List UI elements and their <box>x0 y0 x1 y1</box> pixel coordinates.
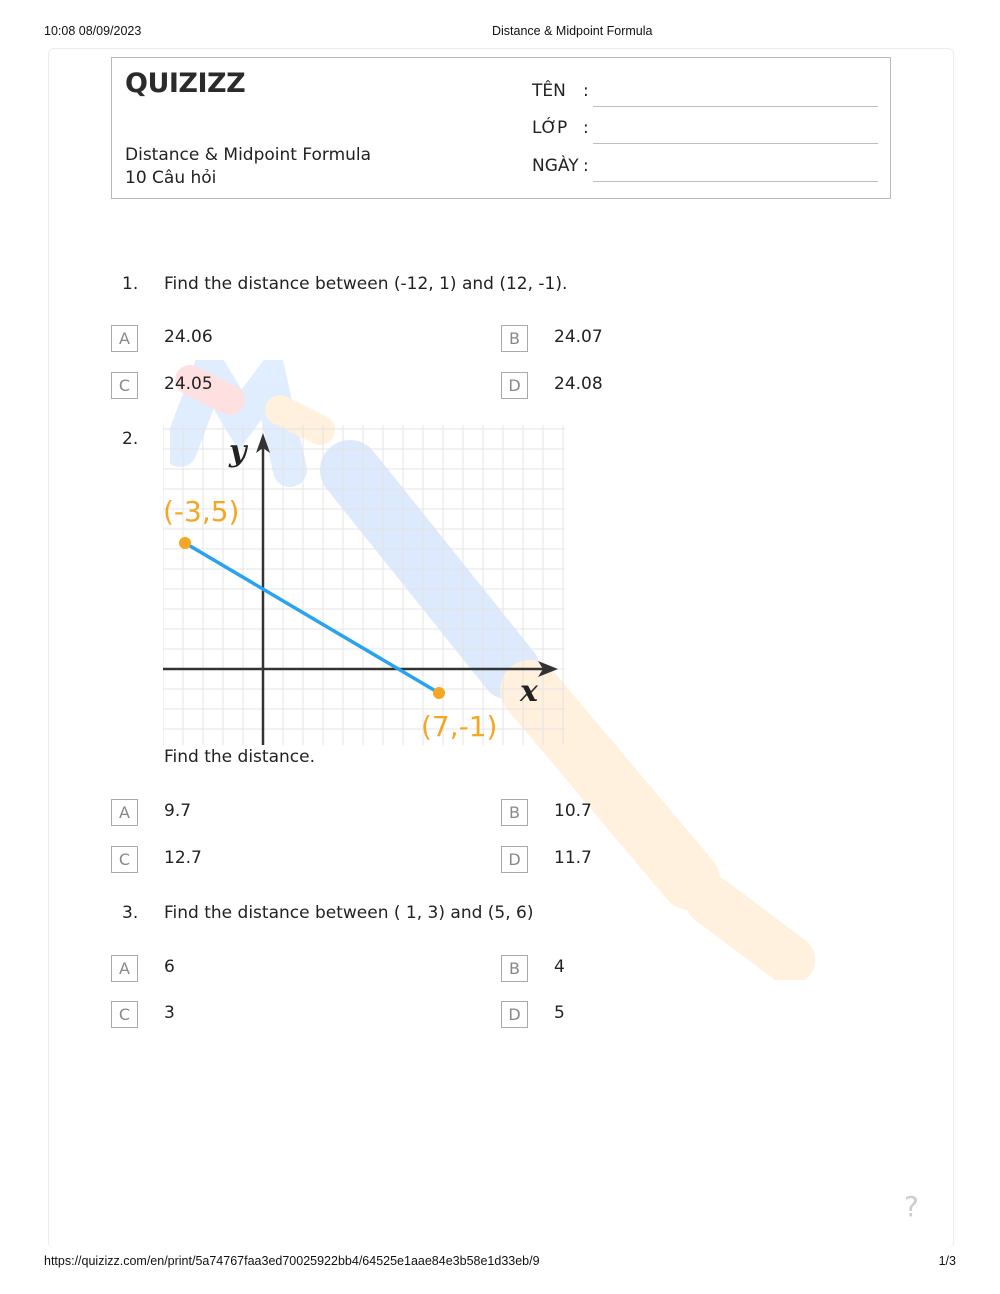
q1-option-d-letter: D <box>501 372 528 399</box>
date-field <box>532 156 878 182</box>
date-label: NGÀY <box>532 156 579 176</box>
print-doc-title: Distance & Midpoint Formula <box>492 24 653 38</box>
q1-option-a-letter: A <box>111 325 138 352</box>
name-label: TÊN <box>532 81 566 101</box>
q1-option-c-letter: C <box>111 372 138 399</box>
q2-option-b-letter: B <box>501 799 528 826</box>
print-page-number: 1/3 <box>938 1254 956 1268</box>
q2-option-b-text: 10.7 <box>554 801 592 821</box>
q1-option-d-text: 24.08 <box>554 374 603 394</box>
q2-option-d-letter: D <box>501 846 528 873</box>
graph-grid <box>163 425 565 745</box>
print-footer <box>44 1254 956 1270</box>
q1-option-a-text: 24.06 <box>164 327 213 347</box>
question-count: 10 Câu hỏi <box>125 168 217 188</box>
print-url: https://quizizz.com/en/print/5a74767faa3ed70025922bb4/64525e1aae84e3b58e1d33eb/9 <box>44 1254 540 1268</box>
q3-option-d-text: 5 <box>554 1003 565 1023</box>
q3-option-c-letter: C <box>111 1001 138 1028</box>
q2-option-c-letter: C <box>111 846 138 873</box>
quiz-title: Distance & Midpoint Formula <box>125 145 372 165</box>
q3-option-d-letter: D <box>501 1001 528 1028</box>
x-axis-label: x <box>520 674 538 709</box>
question-2-number: 2. <box>122 429 139 449</box>
q2-option-a-text: 9.7 <box>164 801 192 821</box>
name-colon: : <box>583 81 589 101</box>
class-field <box>532 118 878 144</box>
print-header <box>44 24 956 40</box>
q3-option-a-text: 6 <box>164 957 175 977</box>
quizizz-logo: QUIZIZZ <box>125 68 246 99</box>
name-field <box>532 81 878 107</box>
q3-option-a-letter: A <box>111 955 138 982</box>
q3-option-b-letter: B <box>501 955 528 982</box>
question-3-number: 3. <box>122 903 139 923</box>
q2-option-a-letter: A <box>111 799 138 826</box>
point-a <box>179 537 191 549</box>
class-label: LỚP <box>532 118 568 138</box>
question-3-text: Find the distance between ( 1, 3) and (5, 6) <box>164 903 534 923</box>
question-1-number: 1. <box>122 274 139 294</box>
y-axis-label: y <box>229 434 247 469</box>
q3-option-b-text: 4 <box>554 957 565 977</box>
question-1-text: Find the distance between (-12, 1) and (12, -1). <box>164 274 568 294</box>
q3-option-c-text: 3 <box>164 1003 175 1023</box>
point-b-label: (7,-1) <box>421 710 498 743</box>
date-colon: : <box>583 156 589 176</box>
q1-option-c-text: 24.05 <box>164 374 213 394</box>
point-a-label: (-3,5) <box>163 495 240 528</box>
class-line <box>593 143 878 144</box>
coordinate-graph <box>163 425 565 745</box>
q1-option-b-letter: B <box>501 325 528 352</box>
question-2-text: Find the distance. <box>164 747 315 767</box>
quiz-header-box <box>111 57 891 199</box>
date-line <box>593 181 878 182</box>
class-colon: : <box>583 118 589 138</box>
q2-option-d-text: 11.7 <box>554 848 592 868</box>
point-b <box>433 687 445 699</box>
q1-option-b-text: 24.07 <box>554 327 603 347</box>
q2-option-c-text: 12.7 <box>164 848 202 868</box>
name-line <box>593 106 878 107</box>
question-mark-icon[interactable]: ? <box>904 1190 919 1223</box>
print-timestamp: 10:08 08/09/2023 <box>44 24 142 38</box>
